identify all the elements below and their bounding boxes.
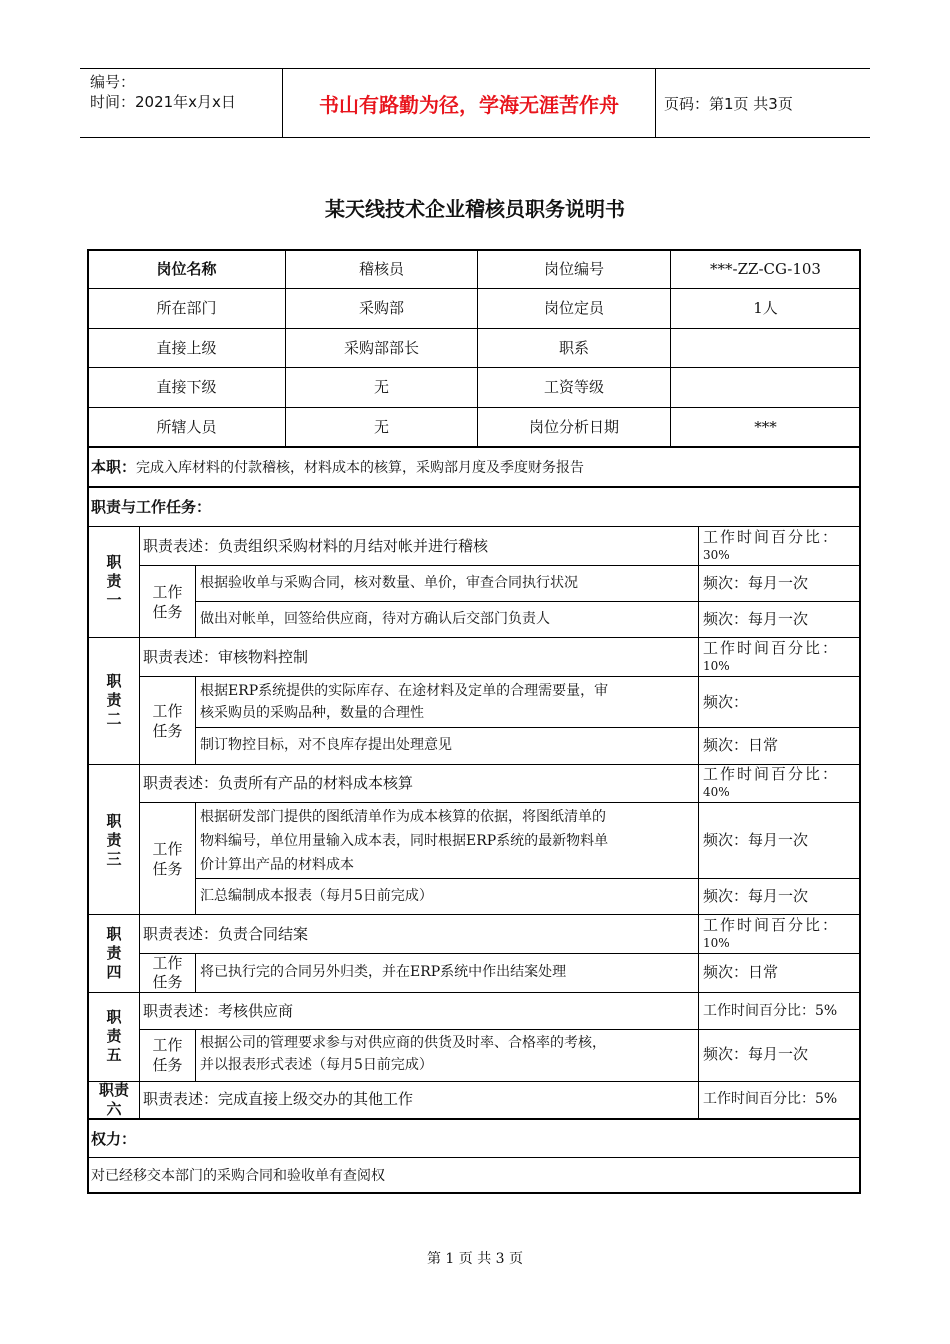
value-headcount: 1人 — [753, 299, 778, 317]
duty-3-freq-2: 频次：每月一次 — [703, 887, 809, 905]
duty-1-freq-1: 频次：每月一次 — [703, 574, 809, 592]
main-duty-label: 本职： — [91, 458, 137, 476]
duty-2-desc: 职责表述：审核物料控制 — [143, 648, 309, 666]
duty-6-time-pct: 工作时间百分比：5% — [703, 1091, 838, 1107]
duty-2-task-label: 工作 任务 — [152, 702, 183, 740]
duty-1-label: 职 责 一 — [106, 553, 122, 609]
duty-3-task-label: 工作 任务 — [152, 840, 183, 878]
duty-1-desc: 职责表述：负责组织采购材料的月结对帐并进行稽核 — [143, 537, 489, 555]
time-label: 时间：2021年x月x日 — [90, 93, 236, 111]
header-meta — [90, 72, 236, 112]
value-superior: 采购部部长 — [343, 339, 419, 357]
value-subordinate: 无 — [373, 378, 389, 396]
label-staff: 所辖人员 — [156, 418, 217, 436]
duty-2-freq-2: 频次：日常 — [703, 736, 779, 754]
motto: 书山有路勤为径，学海无涯苦作舟 — [282, 69, 656, 137]
duty-6-desc: 职责表述：完成直接上级交办的其他工作 — [143, 1090, 414, 1108]
value-staff: 无 — [373, 418, 389, 436]
value-analysis-date: *** — [754, 418, 777, 436]
duty-4-time-pct: 工作时间百分比： 10% — [703, 916, 840, 950]
duty-1-task-label: 工作 任务 — [152, 583, 183, 621]
duty-5-task-1: 根据公司的管理要求参与对供应商的供货及时率、合格率的考核， 并以报表形式表述（每月5日前完成） — [200, 1035, 606, 1073]
duty-1-task-1: 根据验收单与采购合同，核对数量、单价，审查合同执行状况 — [200, 575, 578, 591]
duty-3-time-pct: 工作时间百分比： 40% — [703, 765, 840, 799]
duty-3-desc: 职责表述：负责所有产品的材料成本核算 — [143, 774, 414, 792]
duty-2-task-2: 制订物控目标，对不良库存提出处理意见 — [200, 737, 452, 753]
duty-3-freq-1: 频次：每月一次 — [703, 831, 809, 849]
duty-1-task-2: 做出对帐单，回签给供应商，待对方确认后交部门负责人 — [200, 611, 550, 627]
duty-3-task-1: 根据研发部门提供的图纸清单作为成本核算的依据，将图纸清单的 物料编号，单位用量输入成本表，同时根据ERP系统的最新物料单 价计算出产品的材料成本 — [200, 809, 609, 873]
label-analysis-date: 岗位分析日期 — [528, 418, 619, 436]
duty-4-label: 职 责 四 — [106, 925, 122, 981]
duty-2-freq-1: 频次： — [703, 693, 749, 711]
number-label: 编号： — [90, 73, 136, 91]
label-subordinate: 直接下级 — [156, 378, 217, 396]
document-title: 某天线技术企业稽核员职务说明书 — [325, 197, 625, 221]
label-job-series: 职系 — [558, 339, 589, 357]
duty-2-time-pct: 工作时间百分比： 10% — [703, 639, 840, 673]
duty-5-label: 职 责 五 — [106, 1008, 122, 1064]
duty-5-time-pct: 工作时间百分比：5% — [703, 1003, 838, 1019]
duty-2-task-1: 根据ERP系统提供的实际库存、在途材料及定单的合理需要量，审 核采购员的采购品种，数量的合理性 — [200, 683, 609, 721]
duty-2-label: 职 责 二 — [106, 672, 122, 728]
value-post-code: ***-ZZ-CG-103 — [710, 260, 821, 278]
duties-heading: 职责与工作任务： — [91, 498, 212, 516]
label-superior: 直接上级 — [156, 339, 217, 357]
duty-4-task-label: 工作 任务 — [152, 954, 183, 991]
duty-1-time-pct: 工作时间百分比： 30% — [703, 528, 840, 562]
value-post-name: 稽核员 — [358, 260, 404, 278]
value-department: 采购部 — [358, 299, 404, 317]
main-duty — [91, 457, 584, 479]
duty-6-label: 职责 六 — [98, 1081, 129, 1118]
duty-3-label: 职 责 三 — [106, 812, 122, 868]
authority-label: 权力： — [91, 1130, 137, 1148]
label-pay-grade: 工资等级 — [543, 378, 604, 396]
authority-text: 对已经移交本部门的采购合同和验收单有查阅权 — [91, 1168, 385, 1184]
duty-5-freq-1: 频次：每月一次 — [703, 1045, 809, 1063]
page-footer: 第 1 页 共 3 页 — [426, 1251, 524, 1267]
page-header — [80, 68, 870, 138]
label-department: 所在部门 — [156, 299, 217, 317]
duty-5-task-label: 工作 任务 — [152, 1036, 183, 1074]
duty-4-task-1: 将已执行完的合同另外归类，并在ERP系统中作出结案处理 — [200, 964, 567, 980]
duty-4-desc: 职责表述：负责合同结案 — [143, 925, 309, 943]
duty-3-task-2: 汇总编制成本报表（每月5日前完成） — [200, 888, 433, 904]
page-number-label: 页码：第1页 共3页 — [664, 95, 793, 113]
duty-1-freq-2: 频次：每月一次 — [703, 610, 809, 628]
label-headcount: 岗位定员 — [543, 299, 604, 317]
duty-4-freq-1: 频次：日常 — [703, 963, 779, 981]
label-post-name: 岗位名称 — [156, 260, 217, 278]
label-post-code: 岗位编号 — [543, 260, 604, 278]
main-duty-text: 完成入库材料的付款稽核，材料成本的核算，采购部月度及季度财务报告 — [136, 460, 585, 476]
duty-5-desc: 职责表述：考核供应商 — [143, 1002, 294, 1020]
